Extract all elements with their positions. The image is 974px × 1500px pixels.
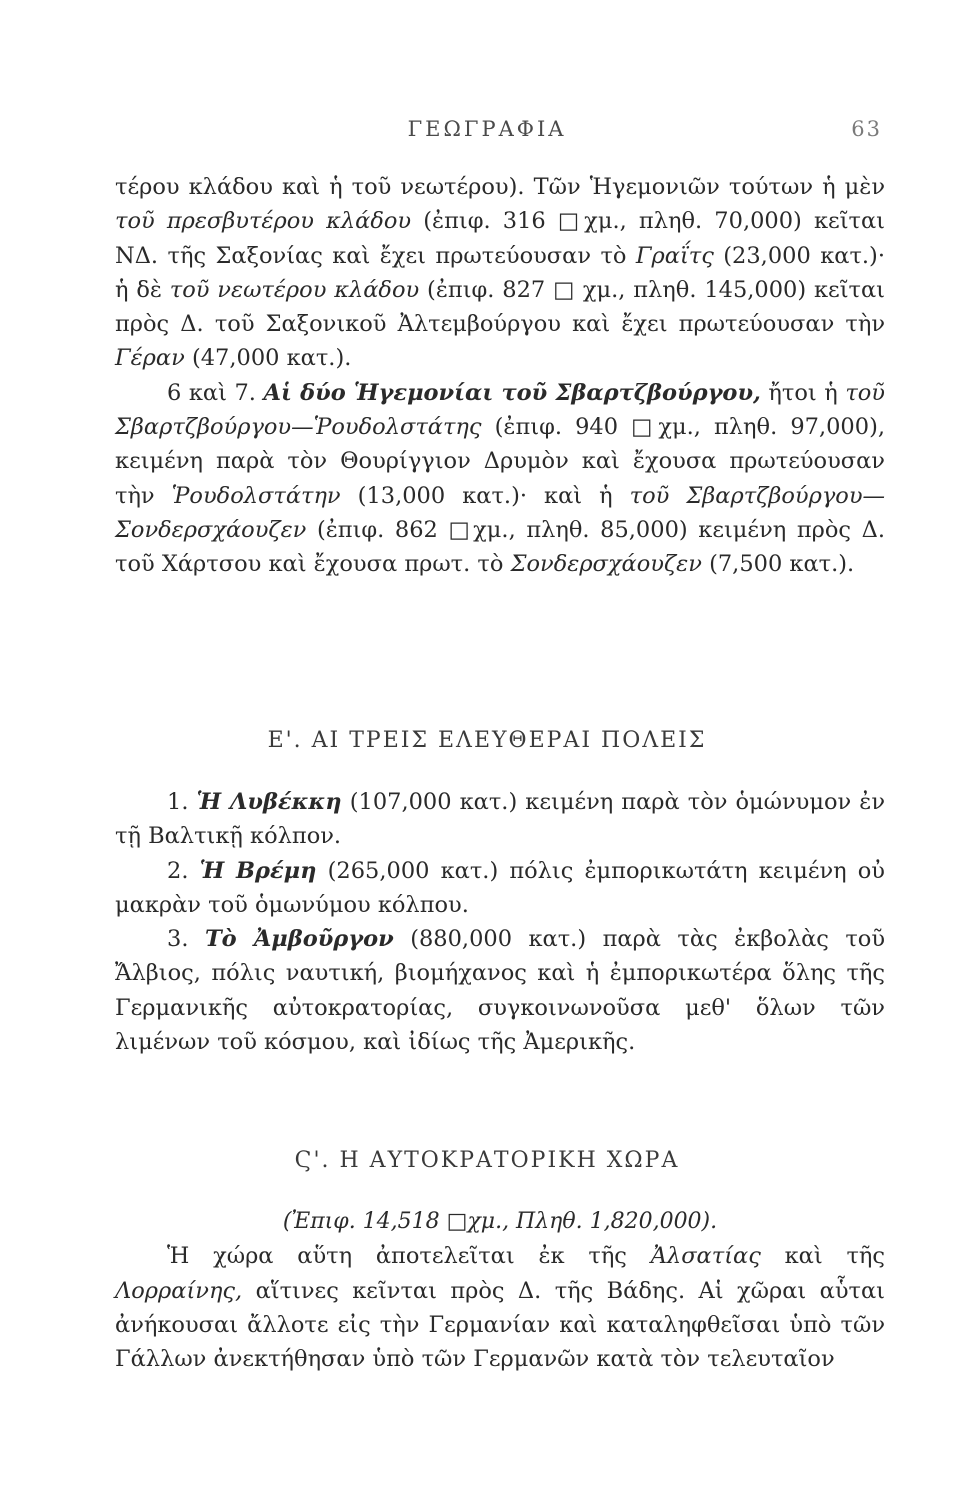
- item-number: 1.: [167, 789, 197, 815]
- territory-stats: [115, 1205, 885, 1239]
- text-run: (13,000 κατ.)· καὶ ἡ: [340, 482, 630, 509]
- city-name-bremen: Ἡ Βρέμη: [199, 857, 317, 884]
- emphasis-sondershausen: Σονδερσχάουζεν: [510, 551, 702, 578]
- section-s-text: [115, 1205, 885, 1376]
- text-run: (265,000 κατ.) πόλις ἐμπορικωτάτη κειμένη οὐ μακρὰν τοῦ ὁμωνύμου κόλπου.: [115, 857, 885, 918]
- emphasis-lorraine: Λορραίνης,: [115, 1277, 243, 1304]
- paragraph-schwarzburg: [115, 376, 885, 582]
- text-run: (7,500 κατ.).: [701, 551, 855, 578]
- text-run: (ἐπιφ. 862 □χμ., πληθ. 85,000) κειμένη πρὸς Δ. τοῦ Χάρτσου καὶ ἔχουσα πρωτ. τὸ: [115, 516, 885, 578]
- emphasis-younger-line: τοῦ νεωτέρου κλάδου: [169, 276, 420, 303]
- paragraph-principalities-reuss: [115, 170, 885, 376]
- running-head: ΓΕΩΓΡΑΦΙΑ: [407, 117, 567, 141]
- stats-text: (Ἐπιφ. 14,518 □χμ., Πληθ. 1,820,000).: [282, 1209, 718, 1234]
- section-heading-free-cities: Ε'. ΑΙ ΤΡΕΙΣ ΕΛΕΥΘΕΡΑΙ ΠΟΛΕΙΣ: [267, 728, 707, 753]
- text-run: (107,000 κατ.) κειμένη παρὰ τὸν ὁμώνυμον ἐν τῇ Βαλτικῇ κόλπον.: [115, 789, 886, 850]
- text-run: 6 καὶ 7.: [167, 379, 264, 406]
- emphasis-rudolstadt: Ῥουδολστάτην: [171, 482, 341, 509]
- emphasis-rudolstadt-state: τοῦ Σβαρτζβούργου—Ῥουδολστάτης: [115, 379, 885, 441]
- emphasis-alsace: Ἀλσατίας: [650, 1243, 761, 1270]
- emphasis-sondershausen-state: τοῦ Σβαρτζβούργου—Σονδερσχάουζεν: [115, 482, 885, 543]
- city-name-lubeck: Ἡ Λυβέκκη: [196, 789, 342, 815]
- emphasis-gera: Γέραν: [115, 345, 185, 372]
- emphasis-elder-line: τοῦ πρεσβυτέρου κλάδου: [115, 208, 412, 235]
- text-run: (47,000 κατ.).: [184, 345, 352, 372]
- section-d-text: [115, 170, 885, 582]
- city-name-hamburg: Τὸ Ἀμβοῦργον: [204, 926, 394, 953]
- text-run: (23,000 κατ.)· ἡ δὲ: [115, 242, 885, 303]
- text-run: ἤτοι ἡ: [760, 379, 846, 406]
- list-item-hamburg: [115, 922, 885, 1059]
- section-heading-imperial-territory: Ϛ'. Η ΑΥΤΟΚΡΑΤΟΡΙΚΗ ΧΩΡΑ: [294, 1148, 680, 1173]
- text-run: καὶ τῆς: [760, 1243, 885, 1270]
- item-number: 2.: [167, 857, 200, 884]
- list-item-lubeck: [115, 785, 885, 854]
- emphasis-greiz: Γραΐτς: [635, 242, 714, 269]
- section-e-text: [115, 785, 885, 1059]
- item-number: 3.: [167, 926, 205, 953]
- text-run: (880,000 κατ.) παρὰ τὰς ἐκβολὰς τοῦ Ἄλβιος, πόλις ναυτική, βιομήχανος καὶ ἡ ἐμπορικωτέρα ὅλης τῆς Γερμανικῆς αὐτοκρατορίας, συγκοινωνοῦσα μεθ' ὅλων τῶν λιμένων τοῦ κόσμου, καὶ ἰδίως τῆς Ἀμερικῆς.: [115, 926, 885, 1056]
- text-run: αἵτινες κεῖνται πρὸς Δ. τῆς Βάδης. Αἱ χῶραι αὗται ἀνήκουσαι ἄλλοτε εἰς τὴν Γερμανίαν καὶ καταληφθεῖσαι ὑπὸ τῶν Γάλλων ἀνεκτήθησαν ὑπὸ τῶν Γερμανῶν κατὰ τὸν τελευταῖον: [115, 1277, 885, 1373]
- page-number: 63: [851, 117, 882, 141]
- text-run: (ἐπιφ. 316 □χμ., πληθ. 70,000) κεῖται ΝΔ. τῆς Σαξονίας καὶ ἔχει πρωτεύουσαν τὸ: [115, 208, 885, 269]
- bold-schwarzburg-title: Αἱ δύο Ἡγεμονίαι τοῦ Σβαρτζβούργου,: [263, 379, 761, 406]
- text-run: τέρου κλάδου καὶ ἡ τοῦ νεωτέρου). Τῶν Ἡγεμονιῶν τούτων ἡ μὲν: [115, 174, 885, 200]
- text-run: (ἐπιφ. 940 □χμ., πληθ. 97,000), κειμένη παρὰ τὸν Θουρίγγιον Δρυμὸν καὶ ἔχουσα πρωτεύουσαν τὴν: [115, 414, 885, 509]
- list-item-bremen: [115, 854, 885, 923]
- text-run: (ἐπιφ. 827 □ χμ., πληθ. 145,000) κεῖται πρὸς Δ. τοῦ Σαξονικοῦ Ἀλτεμβούργου καὶ ἔχει πρωτεύουσαν τὴν: [115, 276, 886, 338]
- paragraph-alsace-lorraine: [115, 1239, 885, 1376]
- text-run: Ἡ χώρα αὕτη ἀποτελεῖται ἐκ τῆς: [167, 1243, 651, 1270]
